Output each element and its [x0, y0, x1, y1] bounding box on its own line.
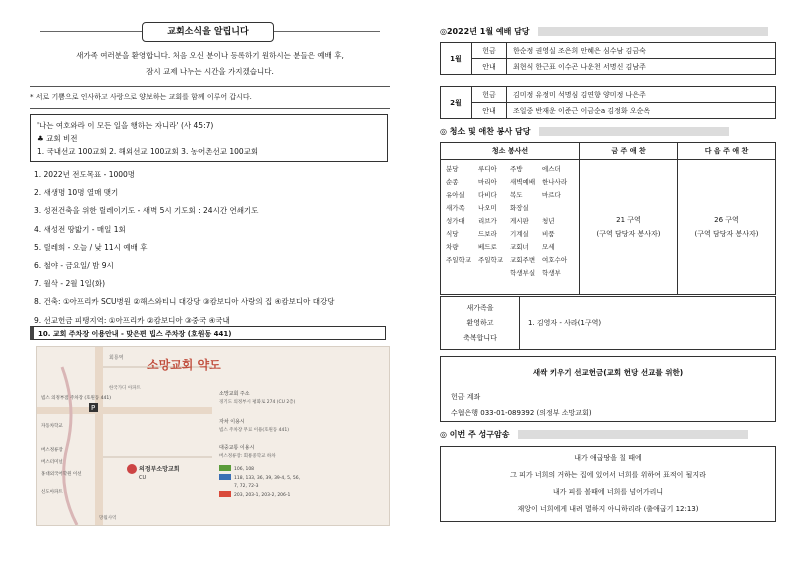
next-week-note: (구역 담당자 봉사자) [694, 230, 759, 238]
map-label: 버스정류장 [41, 448, 63, 453]
cleaning-name: 모세 [542, 243, 555, 251]
greeting-text: * 서로 기쁨으로 인사하고 사랑으로 양보하는 교회를 함께 이루어 갑시다. [30, 93, 252, 101]
cleaning-name: 분당 [446, 165, 459, 173]
news-item: 6. 철야 - 금요일/ 밤 9시 [34, 261, 114, 271]
bus-line: 7, 72, 72-3 [234, 484, 259, 489]
cleaning-name: 여호수아 [542, 256, 568, 264]
rail-line [62, 367, 77, 525]
col-header: 청소 봉사선 [441, 143, 580, 160]
road-horizontal [37, 407, 212, 414]
news-item: 2. 새생명 10명 열매 맺기 [34, 188, 119, 198]
cleaning-name: 루디아 [478, 165, 497, 173]
cleaning-table [440, 142, 776, 295]
section-bar [538, 27, 768, 36]
map-title: 소망교회 약도 [147, 358, 221, 372]
label-line: 새가족을 [466, 303, 494, 312]
map-label: 빕스 의정부점 주차장 (호원동 441) [41, 396, 111, 401]
bus-line: 203, 203-1, 203-2, 206-1 [234, 493, 291, 498]
cleaning-name: 주일학교 [478, 256, 504, 264]
cleaning-name: 기계실 [510, 230, 529, 238]
cleaning-name: 나오미 [478, 204, 497, 212]
new-family-value: 1. 김영자 - 사라(1구역) [520, 297, 776, 350]
bus-line: 118, 133, 36, 39, 39-4, 5, 56, [234, 476, 301, 481]
map-label: P [91, 404, 96, 412]
bus-blue-icon [219, 474, 231, 480]
map-label: 자동차학교 [41, 424, 63, 429]
vision-text: 1. 국내선교 100교회 2. 해외선교 100교회 3. 농어촌선교 100교회 [37, 147, 259, 156]
cleaning-name: 비품 [542, 230, 555, 238]
transit-text: 버스정류장: 회룡중학교 하차 [219, 454, 276, 459]
church-map [36, 346, 390, 526]
map-label: 신도아파트 [41, 490, 63, 495]
cleaning-name: 교회너 [510, 243, 529, 251]
map-label: 회룡역 [109, 355, 124, 361]
cleaning-name: 순종 [446, 178, 459, 186]
news-item: 3. 성전건축을 위한 릴레이기도 - 새벽 5시 기도회 : 24시간 연쇄기도 [34, 206, 259, 216]
map-label: 한국가디 아파트 [109, 386, 141, 391]
verse-line: 내가 애굽땅을 칠 때에 [574, 454, 642, 462]
bus-green-icon [219, 465, 231, 471]
divider [30, 86, 390, 87]
news-item: 5. 릴레희 - 오늘 / 낮 11시 예배 후 [34, 242, 148, 252]
cleaning-name: 새벽예배 [510, 178, 536, 186]
next-week-group: 26 구역 [714, 216, 739, 224]
section-bar [518, 430, 748, 439]
cleaning-name: 복도 [510, 191, 523, 199]
road-vertical [95, 347, 103, 525]
cleaning-name: 다비다 [478, 191, 497, 199]
cleaning-names-cell [441, 160, 580, 295]
map-label: 버스터미널 [41, 460, 63, 465]
duty-table-feb [440, 86, 776, 119]
cleaning-name: 청년 [542, 217, 555, 225]
vision-label: ♣ 교회 비전 [37, 134, 78, 143]
cleaning-title: ◎ 청소 및 애찬 봉사 담당 [440, 127, 531, 136]
cleaning-name: 게시판 [510, 217, 529, 225]
news-item: 9. 선교헌금 피땡지역: ①아프리카 ②캄보디아 ③중국 ④국내 [34, 315, 230, 325]
addr-title: 소망교회 주소 [219, 391, 250, 397]
memory-section-head [440, 429, 776, 441]
cleaning-name: 주일학교 [446, 256, 472, 264]
cleaning-name: 베드로 [478, 243, 497, 251]
cleaning-name: 학생부실 [510, 269, 536, 277]
role-label: 안내 [472, 103, 507, 119]
vision-verse: '나는 여호와라 이 모든 일을 행하는 자니라' (사 45:7) [37, 121, 214, 130]
church-marker-icon [127, 464, 137, 474]
cleaning-name: 화장실 [510, 204, 529, 212]
verse-line: 그 피가 너희의 거하는 집에 있어서 너희를 위하여 표적이 될지라 [510, 471, 706, 479]
cleaning-name: 드보라 [478, 230, 497, 238]
cleaning-name: 리브가 [478, 217, 497, 225]
addr-text: 경기도 의정부시 평화로 274 (CU 2층) [219, 400, 296, 405]
cleaning-name: 차량 [446, 243, 459, 251]
church-label: 의정부소망교회 [139, 466, 180, 473]
cleaning-name [446, 267, 478, 280]
label-line: 축복합니다 [463, 333, 497, 342]
welcome-line-2: 잠시 교제 나누는 시간을 가지겠습니다. [146, 67, 274, 76]
cleaning-name: 주방 [510, 165, 523, 173]
cu-label: CU [139, 475, 147, 481]
news-item: 8. 건축: ①아프리카 SCU병원 ②해스와티니 대강당 ③캄보디아 사랑의 집 ④캄보디아 대강당 [34, 297, 335, 307]
welcome-line-1: 새가족 여러분을 환영합니다. 처음 오신 분이나 등록하기 원하시는 분들은 예배 후, [76, 51, 344, 60]
role-label: 안내 [472, 59, 507, 75]
cleaning-name: 학생부 [542, 269, 561, 277]
map-label: 홍대외국어학원 이선 [41, 472, 82, 477]
vision-box [30, 114, 388, 162]
welcome-message [30, 48, 390, 80]
this-week-cell [580, 160, 678, 295]
role-names: 한순정 권영실 조은희 안혜은 심수남 김금숙 [507, 43, 776, 59]
cleaning-name [478, 267, 510, 280]
month-cell: 2월 [441, 87, 472, 119]
col-header: 다 음 주 애 찬 [678, 143, 776, 160]
bus-line: 106, 108 [234, 467, 255, 472]
memory-verse-box [440, 446, 776, 522]
cleaning-names [442, 161, 578, 282]
cleaning-name: 새가족 [446, 204, 465, 212]
account-number: 수협은행 033-01-089392 (의정부 소망교회) [451, 409, 592, 417]
role-names: 최현식 한근표 이수곤 나운천 서명신 김남주 [507, 59, 776, 75]
cleaning-name: 식당 [446, 230, 459, 238]
duty-table-jan [440, 42, 776, 75]
news-item: 4. 새성전 땅밟기 - 매일 1회 [34, 224, 126, 234]
bus-red-icon [219, 491, 231, 497]
car-text: 빕스 주차장 무료 이용(호원동 441) [219, 428, 289, 433]
section-bar [539, 127, 729, 136]
transit-title: 대중교통 이용시 [219, 445, 255, 451]
parking-notice: 10. 교회 주차장 이용안내 - 맞은편 빕스 주차장 (호원동 441) [30, 326, 386, 340]
cleaning-name [542, 202, 574, 215]
cleaning-name: 교회주변 [510, 256, 536, 264]
col-header: 금 주 애 찬 [580, 143, 678, 160]
mission-title: 새싹 키우기 선교헌금(교회 헌당 선교를 위한) [532, 368, 684, 377]
verse-line: 내가 피를 볼때에 너희를 넘어가리니 [552, 488, 664, 496]
cleaning-name: 한나사라 [542, 178, 568, 186]
news-item: 7. 월삭 - 2월 1일(화) [34, 279, 106, 289]
this-week-note: (구역 담당자 봉사자) [596, 230, 661, 238]
cleaning-name: 에스더 [542, 165, 561, 173]
role-names: 김미정 유정미 석명심 김연향 양미정 나은주 [507, 87, 776, 103]
news-list [34, 166, 335, 330]
account-label: 헌금 계좌 [451, 393, 481, 401]
car-title: 자차 이용시 [219, 419, 245, 425]
cleaning-section-head [440, 126, 776, 138]
label-line: 환영하고 [466, 318, 494, 327]
cleaning-name: 마르다 [542, 191, 561, 199]
new-family-box [440, 296, 776, 350]
role-names: 조일중 반재운 이준근 이금순a 김정화 오순옥 [507, 103, 776, 119]
new-family-label [441, 297, 520, 350]
divider [30, 108, 390, 109]
this-week-group: 21 구역 [616, 216, 641, 224]
next-week-cell [678, 160, 776, 295]
role-label: 헌금 [472, 43, 507, 59]
role-label: 헌금 [472, 87, 507, 103]
news-title: 교회소식을 알립니다 [142, 22, 274, 42]
map-label: 망월사역 [99, 516, 117, 521]
cleaning-name: 성가대 [446, 217, 465, 225]
map-graphic [37, 347, 389, 525]
mission-box [440, 356, 776, 422]
duty-title: ◎2022년 1월 예배 담당 [440, 27, 530, 36]
cleaning-name: 마리아 [478, 178, 497, 186]
month-cell: 1월 [441, 43, 472, 75]
cleaning-name: 유아실 [446, 191, 465, 199]
memory-title: ◎ 이번 주 성구암송 [440, 430, 510, 439]
duty-section-head [440, 26, 776, 38]
verse-line: 재앙이 너희에게 내려 멸하지 아니하리라 (출애굽기 12:13) [517, 505, 699, 513]
news-item: 1. 2022년 전도목표 - 1000명 [34, 170, 136, 179]
